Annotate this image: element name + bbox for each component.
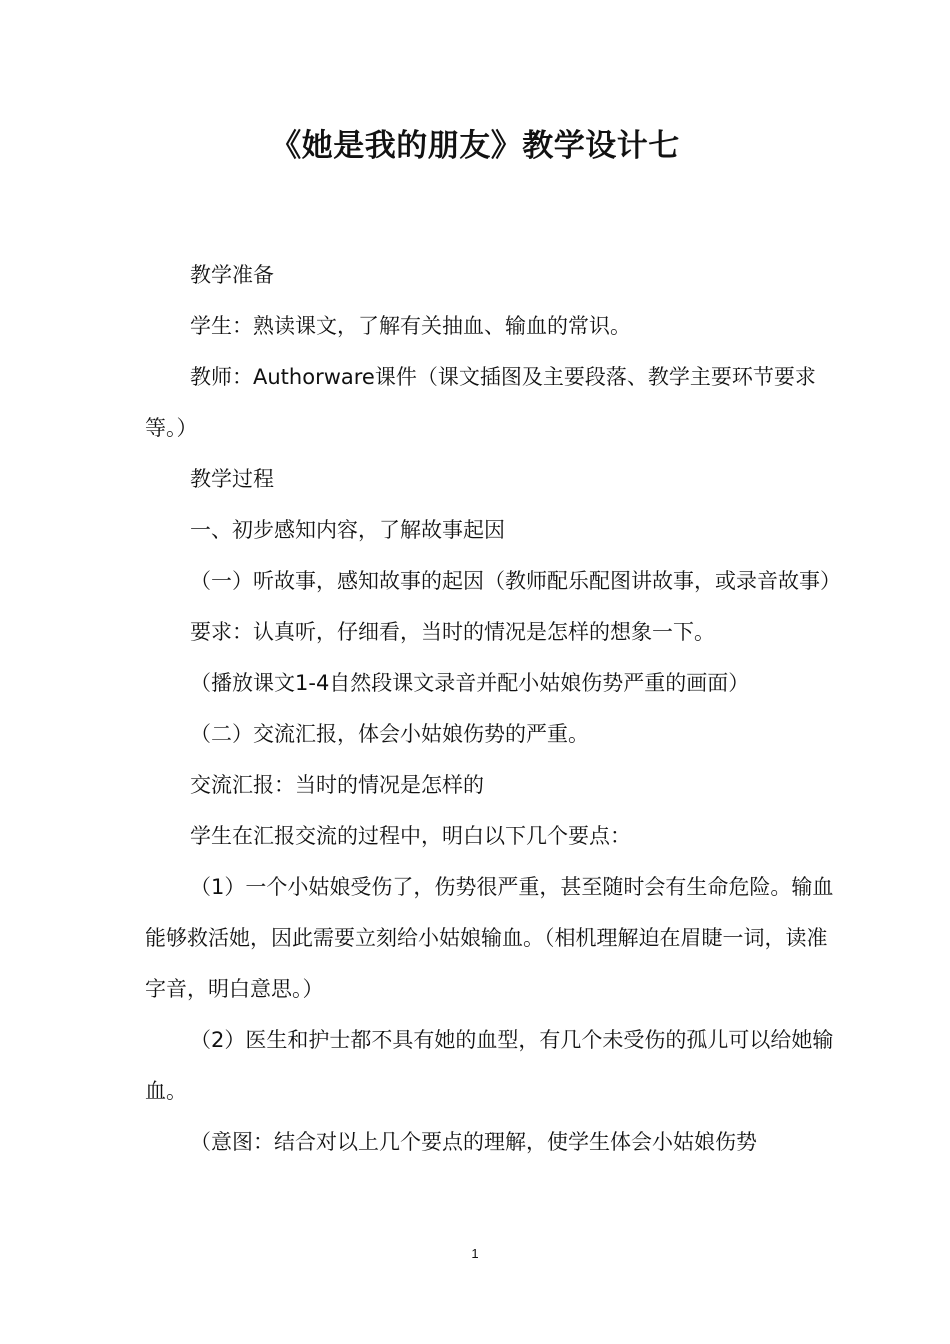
paragraph-report-question: 交流汇报：当时的情况是怎样的 [190, 773, 484, 797]
paragraph-teacher: 教师：Authorware课件（课文插图及主要段落、教学主要环节要求等。） [145, 365, 816, 440]
paragraph-section-one: 一、初步感知内容，了解故事起因 [190, 518, 505, 542]
paragraph-exchange-report: （二）交流汇报，体会小姑娘伤势的严重。 [190, 722, 589, 746]
paragraph-intention: （意图：结合对以上几个要点的理解，使学生体会小姑娘伤势 [190, 1130, 757, 1154]
paragraph-point-one: （1）一个小姑娘受伤了，伤势很严重，甚至随时会有生命危险。输血能够救活她，因此需要立刻给小姑娘输血。（相机理解迫在眉睫一词，读准字音，明白意思。） [145, 875, 834, 1001]
paragraph-requirement: 要求：认真听，仔细看，当时的情况是怎样的想象一下。 [190, 620, 715, 644]
paragraph-play-recording: （播放课文1-4自然段课文录音并配小姑娘伤势严重的画面） [190, 671, 750, 695]
paragraph-listen-story: （一）听故事，感知故事的起因（教师配乐配图讲故事，或录音故事） [190, 569, 841, 593]
paragraph-teaching-process: 教学过程 [190, 467, 274, 491]
paragraph-students: 学生：熟读课文，了解有关抽血、输血的常识。 [190, 314, 631, 338]
document-body [145, 250, 841, 1168]
paragraph-key-points: 学生在汇报交流的过程中，明白以下几个要点： [190, 824, 631, 848]
document-title: 《她是我的朋友》教学设计七 [270, 128, 680, 164]
paragraph-teaching-preparation: 教学准备 [190, 263, 274, 287]
page-number: 1 [471, 1246, 479, 1261]
paragraph-point-two: （2）医生和护士都不具有她的血型，有几个未受伤的孤儿可以给她输血。 [145, 1028, 834, 1103]
